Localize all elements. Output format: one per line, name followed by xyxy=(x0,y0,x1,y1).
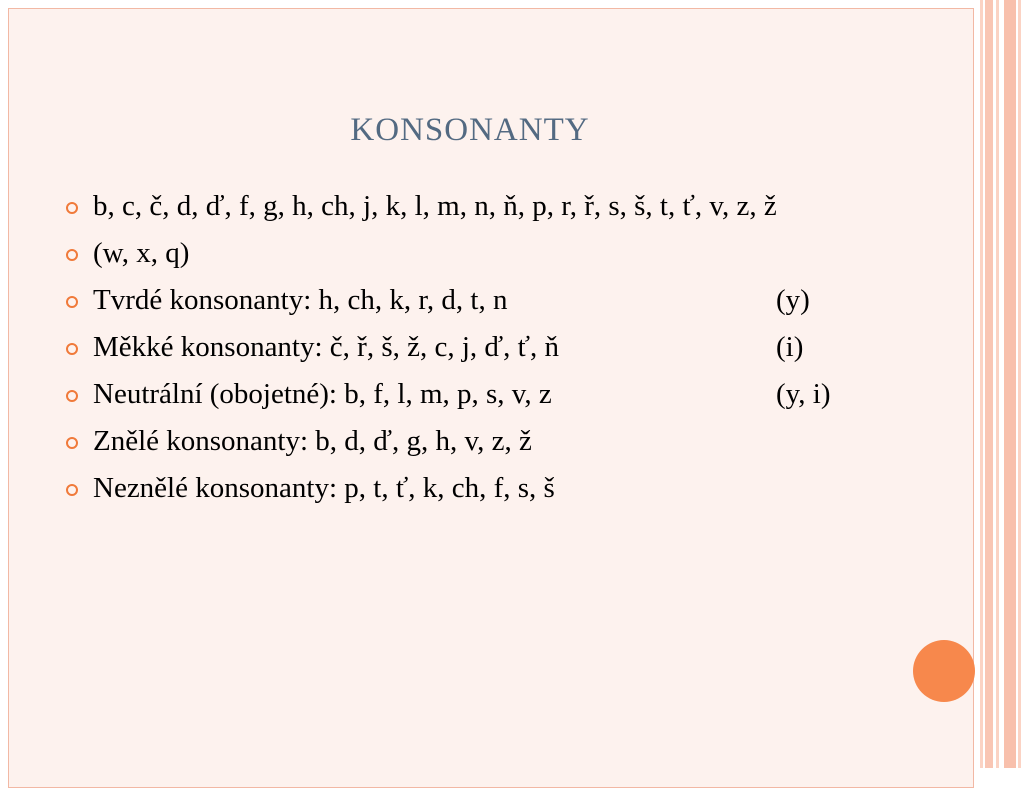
bullet-text: Tvrdé konsonanty: h, ch, k, r, d, t, n xyxy=(93,284,508,316)
slide-title: KONSONANTY xyxy=(350,112,590,148)
bullet-item xyxy=(66,282,886,319)
decor-stripe xyxy=(996,0,999,768)
bullet-list xyxy=(66,188,886,517)
bullet-item xyxy=(66,376,886,413)
bullet-text: (w, x, q) xyxy=(93,237,190,269)
bullet-icon xyxy=(66,202,78,214)
decor-stripe xyxy=(1004,0,1016,768)
bullet-text: Měkké konsonanty: č, ř, š, ž, c, j, ď, ť, ň xyxy=(93,331,560,363)
bullet-text: Neutrální (obojetné): b, f, l, m, p, s, v, z xyxy=(93,378,552,410)
bullet-icon xyxy=(66,437,78,449)
bullet-icon xyxy=(66,484,78,496)
bullet-text: b, c, č, d, ď, f, g, h, ch, j, k, l, m, n, ň, p, r, ř, s, š, t, ť, v, z, ž xyxy=(93,190,777,222)
bullet-text: Neznělé konsonanty: p, t, ť, k, ch, f, s, š xyxy=(93,472,555,504)
decor-circle xyxy=(913,640,975,702)
bullet-icon xyxy=(66,249,78,261)
bullet-icon xyxy=(66,296,78,308)
decor-stripe xyxy=(985,0,993,768)
bullet-icon xyxy=(66,343,78,355)
bullet-item xyxy=(66,470,886,507)
bullet-note: (y) xyxy=(776,284,810,316)
bullet-note: (y, i) xyxy=(776,378,831,410)
bullet-item xyxy=(66,235,886,272)
bullet-item xyxy=(66,188,886,225)
decor-stripe xyxy=(1018,0,1021,768)
bullet-text: Znělé konsonanty: b, d, ď, g, h, v, z, ž xyxy=(93,425,532,457)
decor-stripe xyxy=(980,0,983,768)
bullet-icon xyxy=(66,390,78,402)
bullet-item xyxy=(66,423,886,460)
bullet-note: (i) xyxy=(776,331,804,363)
bullet-item xyxy=(66,329,886,366)
